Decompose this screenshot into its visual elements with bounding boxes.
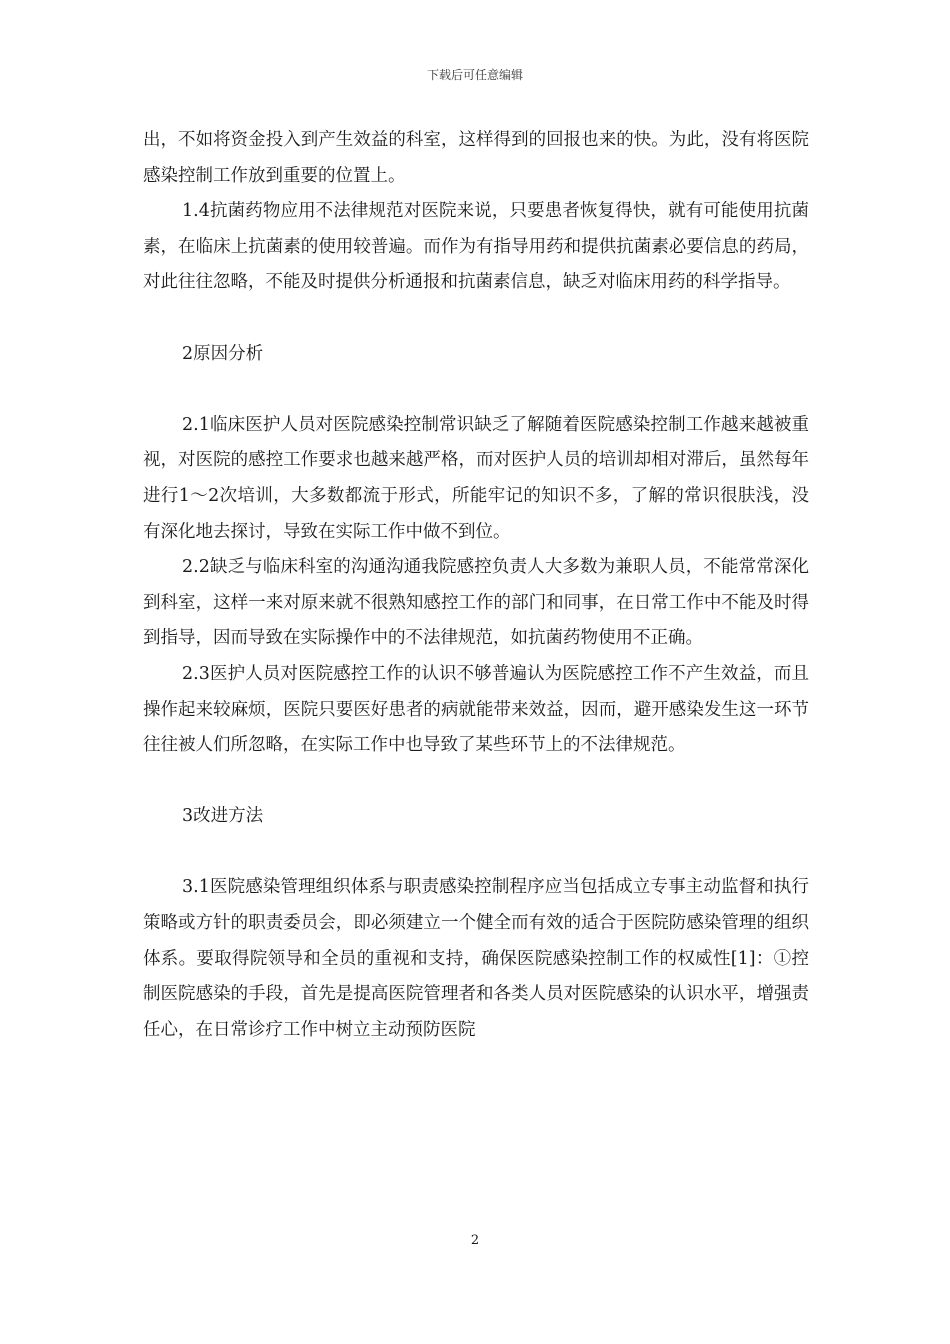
paragraph-2-2: 2.2缺乏与临床科室的沟通沟通我院感控负责人大多数为兼职人员，不能常常深化到科室，这样一来对原来就不很熟知感控工作的部门和同事，在日常工作中不能及时得到指导，因而导致在实际操作中的不法律规范，如抗菌药物使用不正确。 (143, 557, 809, 649)
paragraph-2-1: 2.1临床医护人员对医院感染控制常识缺乏了解随着医院感染控制工作越来越被重视，对医院的感控工作要求也越来越严格，而对医护人员的培训却相对滞后，虽然每年进行1～2次培训，大多数都流于形式，所能牢记的知识不多，了解的常识很肤浅，没有深化地去探讨，导致在实际工作中做不到位。 (143, 414, 809, 542)
spacer (143, 372, 809, 408)
paragraph-3-1: 3.1医院感染管理组织体系与职责感染控制程序应当包括成立专事主动监督和执行策略或方针的职责委员会，即必须建立一个健全而有效的适合于医院防感染管理的组织体系。要取得院领导和全员的重视和支持，确保医院感染控制工作的权威性[1]：①控制医院感染的手段，首先是提高医院管理者和各类人员对医院感染的认识水平，增强责任心，在日常诊疗工作中树立主动预防医院 (143, 877, 809, 1040)
page-header: 下载后可任意编辑 (426, 68, 523, 82)
paragraph-2-3: 2.3医护人员对医院感控工作的认识不够普遍认为医院感控工作不产生效益，而且操作起来较麻烦，医院只要医好患者的病就能带来效益，因而，避开感染发生这一环节往往被人们所忽略，在实际工作中也导致了某些环节上的不法律规范。 (143, 663, 809, 756)
spacer (143, 835, 809, 871)
section-heading-3: 3改进方法 (182, 806, 264, 827)
section-heading-2: 2原因分析 (182, 343, 264, 364)
document-body (143, 123, 809, 1048)
paragraph-1-4: 1.4抗菌药物应用不法律规范对医院来说，只要患者恢复得快，就有可能使用抗菌素，在临床上抗菌素的使用较普遍。而作为有指导用药和提供抗菌素必要信息的药局，对此往往忽略，不能及时提供分析通报和抗菌素信息，缺乏对临床用药的科学指导。 (143, 201, 809, 293)
spacer (143, 301, 809, 337)
paragraph-continuation: 出，不如将资金投入到产生效益的科室，这样得到的回报也来的快。为此，没有将医院感染控制工作放到重要的位置上。 (143, 130, 809, 186)
spacer (143, 764, 809, 800)
page-number: 2 (470, 1233, 480, 1248)
